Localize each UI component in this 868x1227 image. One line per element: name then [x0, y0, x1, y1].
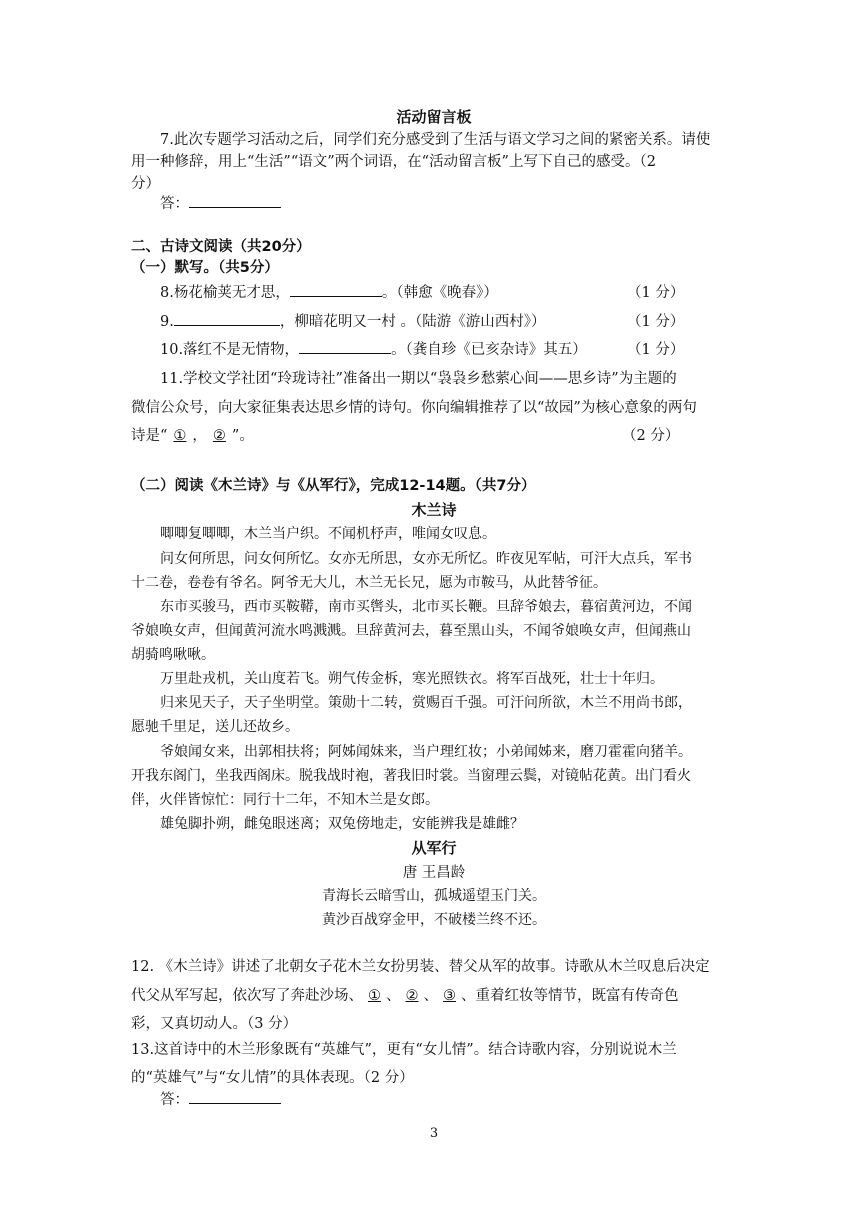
congjunxing-author: 唐 王昌龄	[402, 865, 466, 881]
poem-line: 爷娘闻女来，出郭相扶将；阿姊闻妹来，当户理红妆；小弟闻姊来，磨刀霍霍向猪羊。	[160, 744, 692, 760]
q8	[160, 281, 498, 302]
q7-answer	[160, 192, 281, 213]
q11-blank2[interactable]: ②	[212, 428, 226, 444]
q8-blank[interactable]	[290, 282, 382, 297]
q10-before: 10.落红不是无情物，	[160, 342, 300, 358]
poem-line: 愿驰千里足，送儿还故乡。	[131, 719, 299, 735]
q11-line1: 11.学校文学社团“玲珑诗社”准备出一期以“袅袅乡愁萦心间——思乡诗”为主题的	[160, 371, 677, 387]
q12-line2	[131, 984, 679, 1005]
q9	[160, 310, 545, 331]
poem-line: 唧唧复唧唧，木兰当户织。不闻机杼声，唯闻女叹息。	[160, 526, 496, 542]
poem-line: 问女何所思，问女何所忆。女亦无所思，女亦无所忆。昨夜见军帖，可汗大点兵，军书	[160, 551, 692, 567]
q13-line1: 13.这首诗中的木兰形象既有“英雄气”，更有“女儿情”。结合诗歌内容，分别说说木兰	[131, 1042, 677, 1058]
q9-before: 9.	[160, 314, 174, 330]
q12-blank1[interactable]: ①	[368, 988, 381, 1004]
mulan-title: 木兰诗	[411, 501, 457, 519]
q7-line2: 用一种修辞，用上“生活”“语文”两个词语，在“活动留言板”上写下自己的感受。（2	[131, 154, 656, 170]
q11-suffix: ”。	[231, 428, 254, 444]
q12-blank3[interactable]: ③	[443, 988, 456, 1004]
q11-comma: ，	[192, 428, 207, 444]
q11-score: （2 分）	[622, 428, 680, 444]
q11-prefix: 诗是“	[131, 428, 168, 444]
congjunxing-line1: 青海长云暗雪山，孤城遥望玉门关。	[322, 888, 546, 904]
q9-score: （1 分）	[627, 314, 685, 330]
q8-before: 8.杨花榆荚无才思，	[160, 285, 290, 301]
section2-sub1: （一）默写。（共5分）	[131, 260, 279, 276]
activity-title: 活动留言板	[396, 108, 472, 126]
poem-line: 归来见天子，天子坐明堂。策勋十二转，赏赐百千强。可汗问所欲，木兰不用尚书郎，	[160, 695, 692, 711]
page-number: 3	[429, 1126, 439, 1141]
q11-blank1[interactable]: ①	[173, 428, 187, 444]
q10-blank[interactable]	[299, 339, 391, 354]
q12-line3: 彩，又真切动人。（3 分）	[131, 1016, 298, 1032]
q12-prefix: 代父从军写起，依次写了奔赴沙场、	[131, 988, 363, 1004]
q10-score: （1 分）	[627, 342, 685, 358]
answer-label: 答：	[160, 1092, 189, 1108]
q9-after: ，柳暗花明又一村 。（陆游《游山西村》）	[279, 314, 546, 330]
poem-line: 东市买骏马，西市买鞍鞯，南市买辔头，北市买长鞭。旦辞爷娘去，暮宿黄河边，不闻	[160, 599, 692, 615]
q9-blank[interactable]	[174, 311, 280, 326]
q13-line2: 的“英雄气”与“女儿情”的具体表现。（2 分）	[131, 1070, 414, 1086]
congjunxing-title: 从军行	[411, 839, 457, 857]
poem-line: 爷娘唤女声，但闻黄河流水鸣溅溅。旦辞黄河去，暮至黑山头，不闻爷娘唤女声，但闻燕山	[131, 623, 691, 639]
q12-blank2[interactable]: ②	[405, 988, 419, 1004]
section2-heading: 二、古诗文阅读（共20分）	[131, 239, 311, 255]
q10	[160, 338, 587, 359]
poem-line: 开我东阁门，坐我西阁床。脱我战时袍，著我旧时裳。当窗理云鬓，对镜帖花黄。出门看火	[131, 768, 691, 784]
q7-line3: 分）	[131, 176, 160, 192]
poem-line: 胡骑鸣啾啾。	[131, 647, 215, 663]
q10-after: 。（龚自珍《已亥杂诗》其五）	[391, 342, 587, 358]
section2b-heading: （二）阅读《木兰诗》与《从军行》，完成12-14题。（共7分）	[131, 478, 536, 494]
q11-line3	[131, 424, 254, 445]
congjunxing-line2: 黄沙百战穿金甲，不破楼兰终不还。	[322, 912, 546, 928]
q12-line1: 12. 《木兰诗》讲述了北朝女子花木兰女扮男装、替父从军的故事。诗歌从木兰叹息后决定	[131, 959, 710, 975]
answer-blank[interactable]	[189, 1089, 281, 1104]
poem-line: 雄兔脚扑朔，雌兔眼迷离；双兔傍地走，安能辨我是雄雌？	[160, 816, 524, 832]
answer-blank[interactable]	[189, 193, 281, 208]
q12-sep1: 、	[386, 988, 401, 1004]
answer-label: 答：	[160, 196, 189, 212]
q12-suffix: 、重着红妆等情节，既富有传奇色	[461, 988, 679, 1004]
poem-line: 万里赴戎机，关山度若飞。朔气传金柝，寒光照铁衣。将军百战死，壮士十年归。	[160, 671, 664, 687]
q12-sep2: 、	[423, 988, 438, 1004]
q11-line2: 微信公众号，向大家征集表达思乡情的诗句。你向编辑推荐了以“故园”为核心意象的两句	[131, 400, 697, 416]
q13-answer	[160, 1088, 281, 1109]
poem-line: 伴，火伴皆惊忙：同行十二年，不知木兰是女郎。	[131, 792, 439, 808]
q7-line1: 7.此次专题学习活动之后，同学们充分感受到了生活与语文学习之间的紧密关系。请使	[160, 132, 711, 148]
q8-after: 。（韩愈《晚春》）	[381, 285, 498, 301]
q8-score: （1 分）	[627, 285, 685, 301]
poem-line: 十二卷，卷卷有爷名。阿爷无大儿，木兰无长兄，愿为市鞍马，从此替爷征。	[131, 575, 607, 591]
